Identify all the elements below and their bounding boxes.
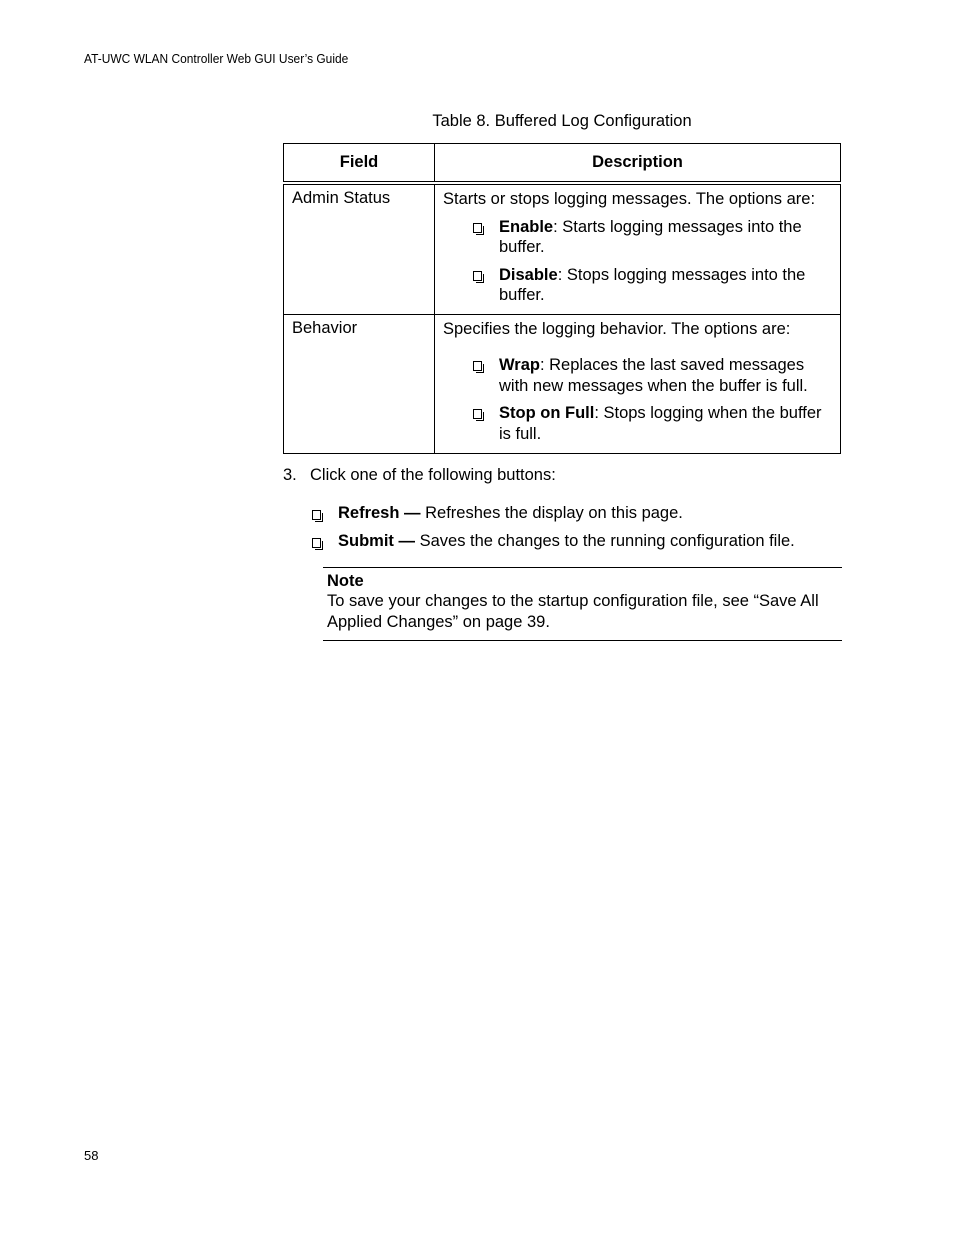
checkbox-bullet-icon [473, 409, 482, 419]
button-list [310, 504, 795, 560]
description-intro: Starts or stops logging messages. The options are: [443, 190, 816, 208]
option-term: Enable [499, 217, 554, 236]
button-description: Refreshes the display on this page. [420, 504, 683, 522]
checkbox-bullet-icon [473, 271, 482, 281]
button-term: Refresh — [338, 504, 421, 522]
option-item [443, 265, 832, 306]
button-term: Submit — [338, 532, 415, 550]
checkbox-bullet-icon [473, 223, 482, 233]
checkbox-bullet-icon [312, 510, 321, 520]
option-text: : Starts logging messages into the buffer. [499, 217, 802, 256]
option-text: : Replaces the last saved messages with new messages when the buffer is full. [499, 356, 808, 395]
step-text: Click one of the following buttons: [310, 466, 556, 484]
step-number: 3. [283, 466, 297, 484]
field-cell: Admin Status [284, 183, 435, 314]
table-row [284, 314, 841, 453]
button-description: Saves the changes to the running configuration file. [415, 532, 795, 550]
table-caption: Table 8. Buffered Log Configuration [432, 112, 692, 130]
option-text: : Stops logging messages into the buffer. [499, 265, 806, 304]
list-item [310, 504, 795, 532]
checkbox-bullet-icon [312, 538, 321, 548]
field-cell: Behavior [284, 314, 435, 453]
option-item [443, 217, 832, 258]
page-number: 58 [84, 1148, 99, 1163]
description-intro: Specifies the logging behavior. The options are: [443, 319, 791, 338]
list-item [310, 532, 795, 560]
column-header-field: Field [284, 144, 435, 184]
note-body: To save your changes to the startup configuration file, see “Save All Applied Changes” on page 39. [327, 592, 819, 631]
checkbox-bullet-icon [473, 361, 482, 371]
option-term: Disable [499, 265, 558, 284]
option-item [443, 355, 832, 396]
table-header-row [284, 144, 841, 184]
option-item [443, 403, 832, 444]
option-term: Wrap [499, 356, 540, 374]
note-title: Note [327, 572, 364, 590]
description-cell [435, 314, 841, 453]
note-box [323, 567, 842, 641]
table-row [284, 183, 841, 314]
option-text: : Stops logging when the buffer is full. [499, 404, 822, 443]
buffered-log-table [283, 143, 841, 454]
column-header-description: Description [435, 144, 841, 184]
document-header: AT-UWC WLAN Controller Web GUI User’s Guide [84, 51, 349, 66]
procedure-step [283, 466, 556, 485]
description-cell [435, 183, 841, 314]
option-term: Stop on Full [499, 404, 595, 422]
